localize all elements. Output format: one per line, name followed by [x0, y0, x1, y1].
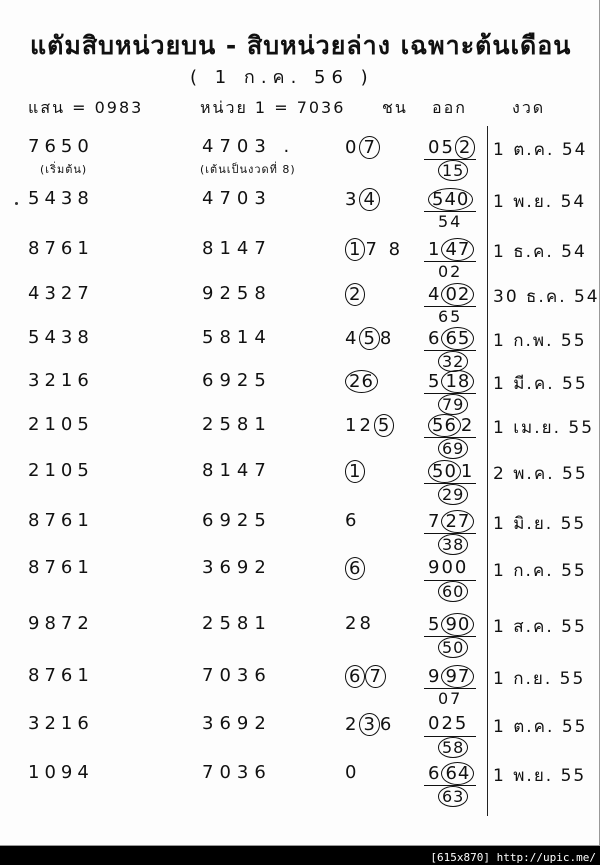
- table-row: [0, 370, 600, 420]
- table-row: [0, 557, 600, 607]
- cell-hit: 1 7 8: [345, 238, 403, 261]
- cell-result-bottom: 07: [438, 689, 463, 708]
- circled-digits: 97: [441, 665, 474, 688]
- circled-digits: 64: [441, 762, 474, 785]
- table-row: [0, 510, 600, 560]
- table-row: [0, 460, 600, 510]
- cell-unit: 8147: [202, 238, 272, 259]
- circled-digits: 38: [438, 534, 468, 555]
- sheet-title: แตัมสิบหน่วยบน - สิบหน่วยล่าง เฉพาะต้นเดือน: [30, 31, 572, 60]
- cell-unit: 9258: [202, 283, 272, 304]
- cell-draw-date: 2 พ.ค. 55: [493, 464, 588, 484]
- header-col4: ออก: [432, 98, 467, 117]
- circled-digits: 56: [428, 414, 461, 437]
- cell-unit: 6925: [202, 370, 272, 391]
- circled-digits: 4: [359, 188, 379, 211]
- circled-digits: 6: [345, 557, 365, 580]
- cell-result-bottom: [438, 351, 468, 372]
- circled-digits: 1: [345, 238, 365, 261]
- table-row: [0, 414, 600, 464]
- circled-digits: 63: [438, 786, 468, 807]
- cell-lakh: 7650: [28, 136, 94, 157]
- table-row: [0, 613, 600, 663]
- cell-hit: [345, 460, 365, 483]
- circled-digits: 2: [345, 283, 365, 306]
- cell-result-top: 5 90: [428, 613, 474, 636]
- cell-unit: 6925: [202, 510, 272, 531]
- cell-result-bottom: [438, 484, 468, 505]
- cell-unit: 4703: [202, 188, 272, 209]
- circled-digits: 2: [455, 136, 475, 159]
- cell-unit: 3692: [202, 713, 272, 734]
- cell-result-top: 7 27: [428, 510, 474, 533]
- cell-draw-date: 1 พ.ย. 54: [493, 192, 587, 212]
- cell-hit: 0 7: [345, 136, 380, 159]
- cell-hit: 12 5: [345, 414, 394, 437]
- cell-lakh: 2105: [28, 414, 94, 435]
- cell-lakh: 8761: [28, 665, 94, 686]
- table-row: [0, 238, 600, 288]
- cell-hit: [345, 370, 378, 393]
- sheet-date: ( 1 ก.ค. 56 ): [190, 67, 374, 88]
- note-start: (เริ่มต้น): [40, 163, 88, 176]
- cell-result-bottom: [438, 737, 468, 758]
- cell-hit: [345, 283, 365, 306]
- circled-digits: 69: [438, 438, 468, 459]
- cell-hit: 6: [345, 510, 360, 531]
- cell-draw-date: 1 มิ.ย. 55: [493, 514, 587, 534]
- circled-digits: 02: [441, 283, 474, 306]
- cell-draw-date: 1 ก.พ. 55: [493, 331, 587, 351]
- cell-draw-date: 1 ต.ค. 54: [493, 140, 588, 160]
- circled-digits: 7: [359, 136, 379, 159]
- cell-lakh: 3216: [28, 713, 94, 734]
- cell-result-top: 50 1: [428, 460, 474, 483]
- cell-unit: 7036: [202, 665, 272, 686]
- circled-digits: 15: [438, 160, 468, 181]
- cell-result-bottom: [438, 581, 468, 602]
- cell-result-bottom: [438, 637, 468, 658]
- cell-draw-date: 1 ก.ย. 55: [493, 669, 586, 689]
- cell-hit: [345, 557, 365, 580]
- circled-digits: 5: [374, 414, 394, 437]
- circled-digits: 18: [441, 370, 474, 393]
- cell-lakh: 9872: [28, 613, 94, 634]
- cell-result-top: 6 64: [428, 762, 474, 785]
- cell-unit: 3692: [202, 557, 272, 578]
- cell-lakh: 8761: [28, 557, 94, 578]
- cell-hit: 28: [345, 613, 374, 634]
- cell-result-top: 05 2: [428, 136, 475, 159]
- table-row: [0, 188, 600, 238]
- cell-unit: 7036: [202, 762, 272, 783]
- cell-draw-date: 30 ธ.ค. 54: [493, 287, 600, 307]
- table-row: [0, 283, 600, 333]
- table-row: [0, 136, 600, 186]
- circled-digits: 47: [441, 238, 474, 261]
- circled-digits: 3: [359, 713, 379, 736]
- cell-draw-date: 1 ต.ค. 55: [493, 717, 588, 737]
- cell-unit: 5814: [202, 327, 272, 348]
- cell-draw-date: 1 มี.ค. 55: [493, 374, 588, 394]
- table-row: [0, 713, 600, 763]
- circled-digits: 29: [438, 484, 468, 505]
- circled-digits: 26: [345, 370, 378, 393]
- header-col1: แสน = 0983: [28, 98, 144, 117]
- header-col3: ชน: [382, 98, 408, 117]
- circled-digits: 58: [438, 737, 468, 758]
- cell-result-bottom: [438, 534, 468, 555]
- cell-lakh: 5438: [28, 188, 94, 209]
- cell-result-bottom: 54: [438, 212, 463, 231]
- cell-result-top: 56 2: [428, 414, 474, 437]
- cell-result-bottom: [438, 394, 468, 415]
- cell-unit: 2581: [202, 414, 272, 435]
- cell-result-top: 5 18: [428, 370, 474, 393]
- cell-draw-date: 1 พ.ย. 55: [493, 766, 587, 786]
- cell-hit: [345, 665, 386, 688]
- circled-digits: 27: [441, 510, 474, 533]
- circled-digits: 32: [438, 351, 468, 372]
- cell-result-top: 1 47: [428, 238, 474, 261]
- cell-hit: 2 3 6: [345, 714, 395, 735]
- circled-digits: 60: [438, 581, 468, 602]
- cell-draw-date: 1 ธ.ค. 54: [493, 242, 587, 262]
- cell-result-bottom: 65: [438, 307, 463, 326]
- cell-result-top: [428, 188, 473, 211]
- cell-result-top: 900: [428, 557, 469, 578]
- cell-result-top: 9 97: [428, 665, 474, 688]
- cell-result-top: 025: [428, 713, 469, 734]
- cell-hit: 4 5 8: [345, 328, 395, 349]
- circled-digits: 90: [441, 613, 474, 636]
- note-draw-8: (เต้นเป็นงวดที่ 8): [200, 163, 296, 176]
- cell-result-top: 6 65: [428, 327, 474, 350]
- circled-digits: 7: [365, 665, 385, 688]
- cell-result-bottom: 02: [438, 262, 463, 281]
- footer-watermark: [615x870] http://upic.me/: [430, 851, 596, 864]
- circled-digits: 5: [359, 327, 379, 350]
- circled-digits: 50: [438, 637, 468, 658]
- circled-digits: 79: [438, 394, 468, 415]
- table-row: [0, 762, 600, 812]
- cell-draw-date: 1 ส.ค. 55: [493, 617, 587, 637]
- circled-digits: 50: [428, 460, 461, 483]
- cell-draw-date: 1 เม.ย. 55: [493, 418, 595, 438]
- cell-unit: 4703 .: [202, 136, 296, 157]
- circled-digits: 65: [441, 327, 474, 350]
- header-col5: งวด: [512, 98, 546, 117]
- cell-lakh: 8761: [28, 238, 94, 259]
- circled-digits: 1: [345, 460, 365, 483]
- cell-hit: 0: [345, 762, 360, 783]
- cell-result-bottom: [438, 786, 468, 807]
- cell-result-bottom: [438, 438, 468, 459]
- cell-lakh: 8761: [28, 510, 94, 531]
- table-row: [0, 665, 600, 715]
- circled-digits: 6: [345, 665, 365, 688]
- cell-lakh: 1094: [28, 762, 94, 783]
- header-col2: หน่วย 1 = 7036: [200, 98, 346, 117]
- cell-result-top: 4 02: [428, 283, 474, 306]
- cell-result-bottom: [438, 160, 468, 181]
- cell-unit: 2581: [202, 613, 272, 634]
- cell-lakh: 3216: [28, 370, 94, 391]
- circled-digits: 540: [428, 188, 473, 211]
- cell-lakh: 4327: [28, 283, 94, 304]
- cell-lakh: 2105: [28, 460, 94, 481]
- cell-unit: 8147: [202, 460, 272, 481]
- cell-draw-date: 1 ก.ค. 55: [493, 561, 587, 581]
- cell-hit: 3 4: [345, 188, 380, 211]
- cell-lakh: 5438: [28, 327, 94, 348]
